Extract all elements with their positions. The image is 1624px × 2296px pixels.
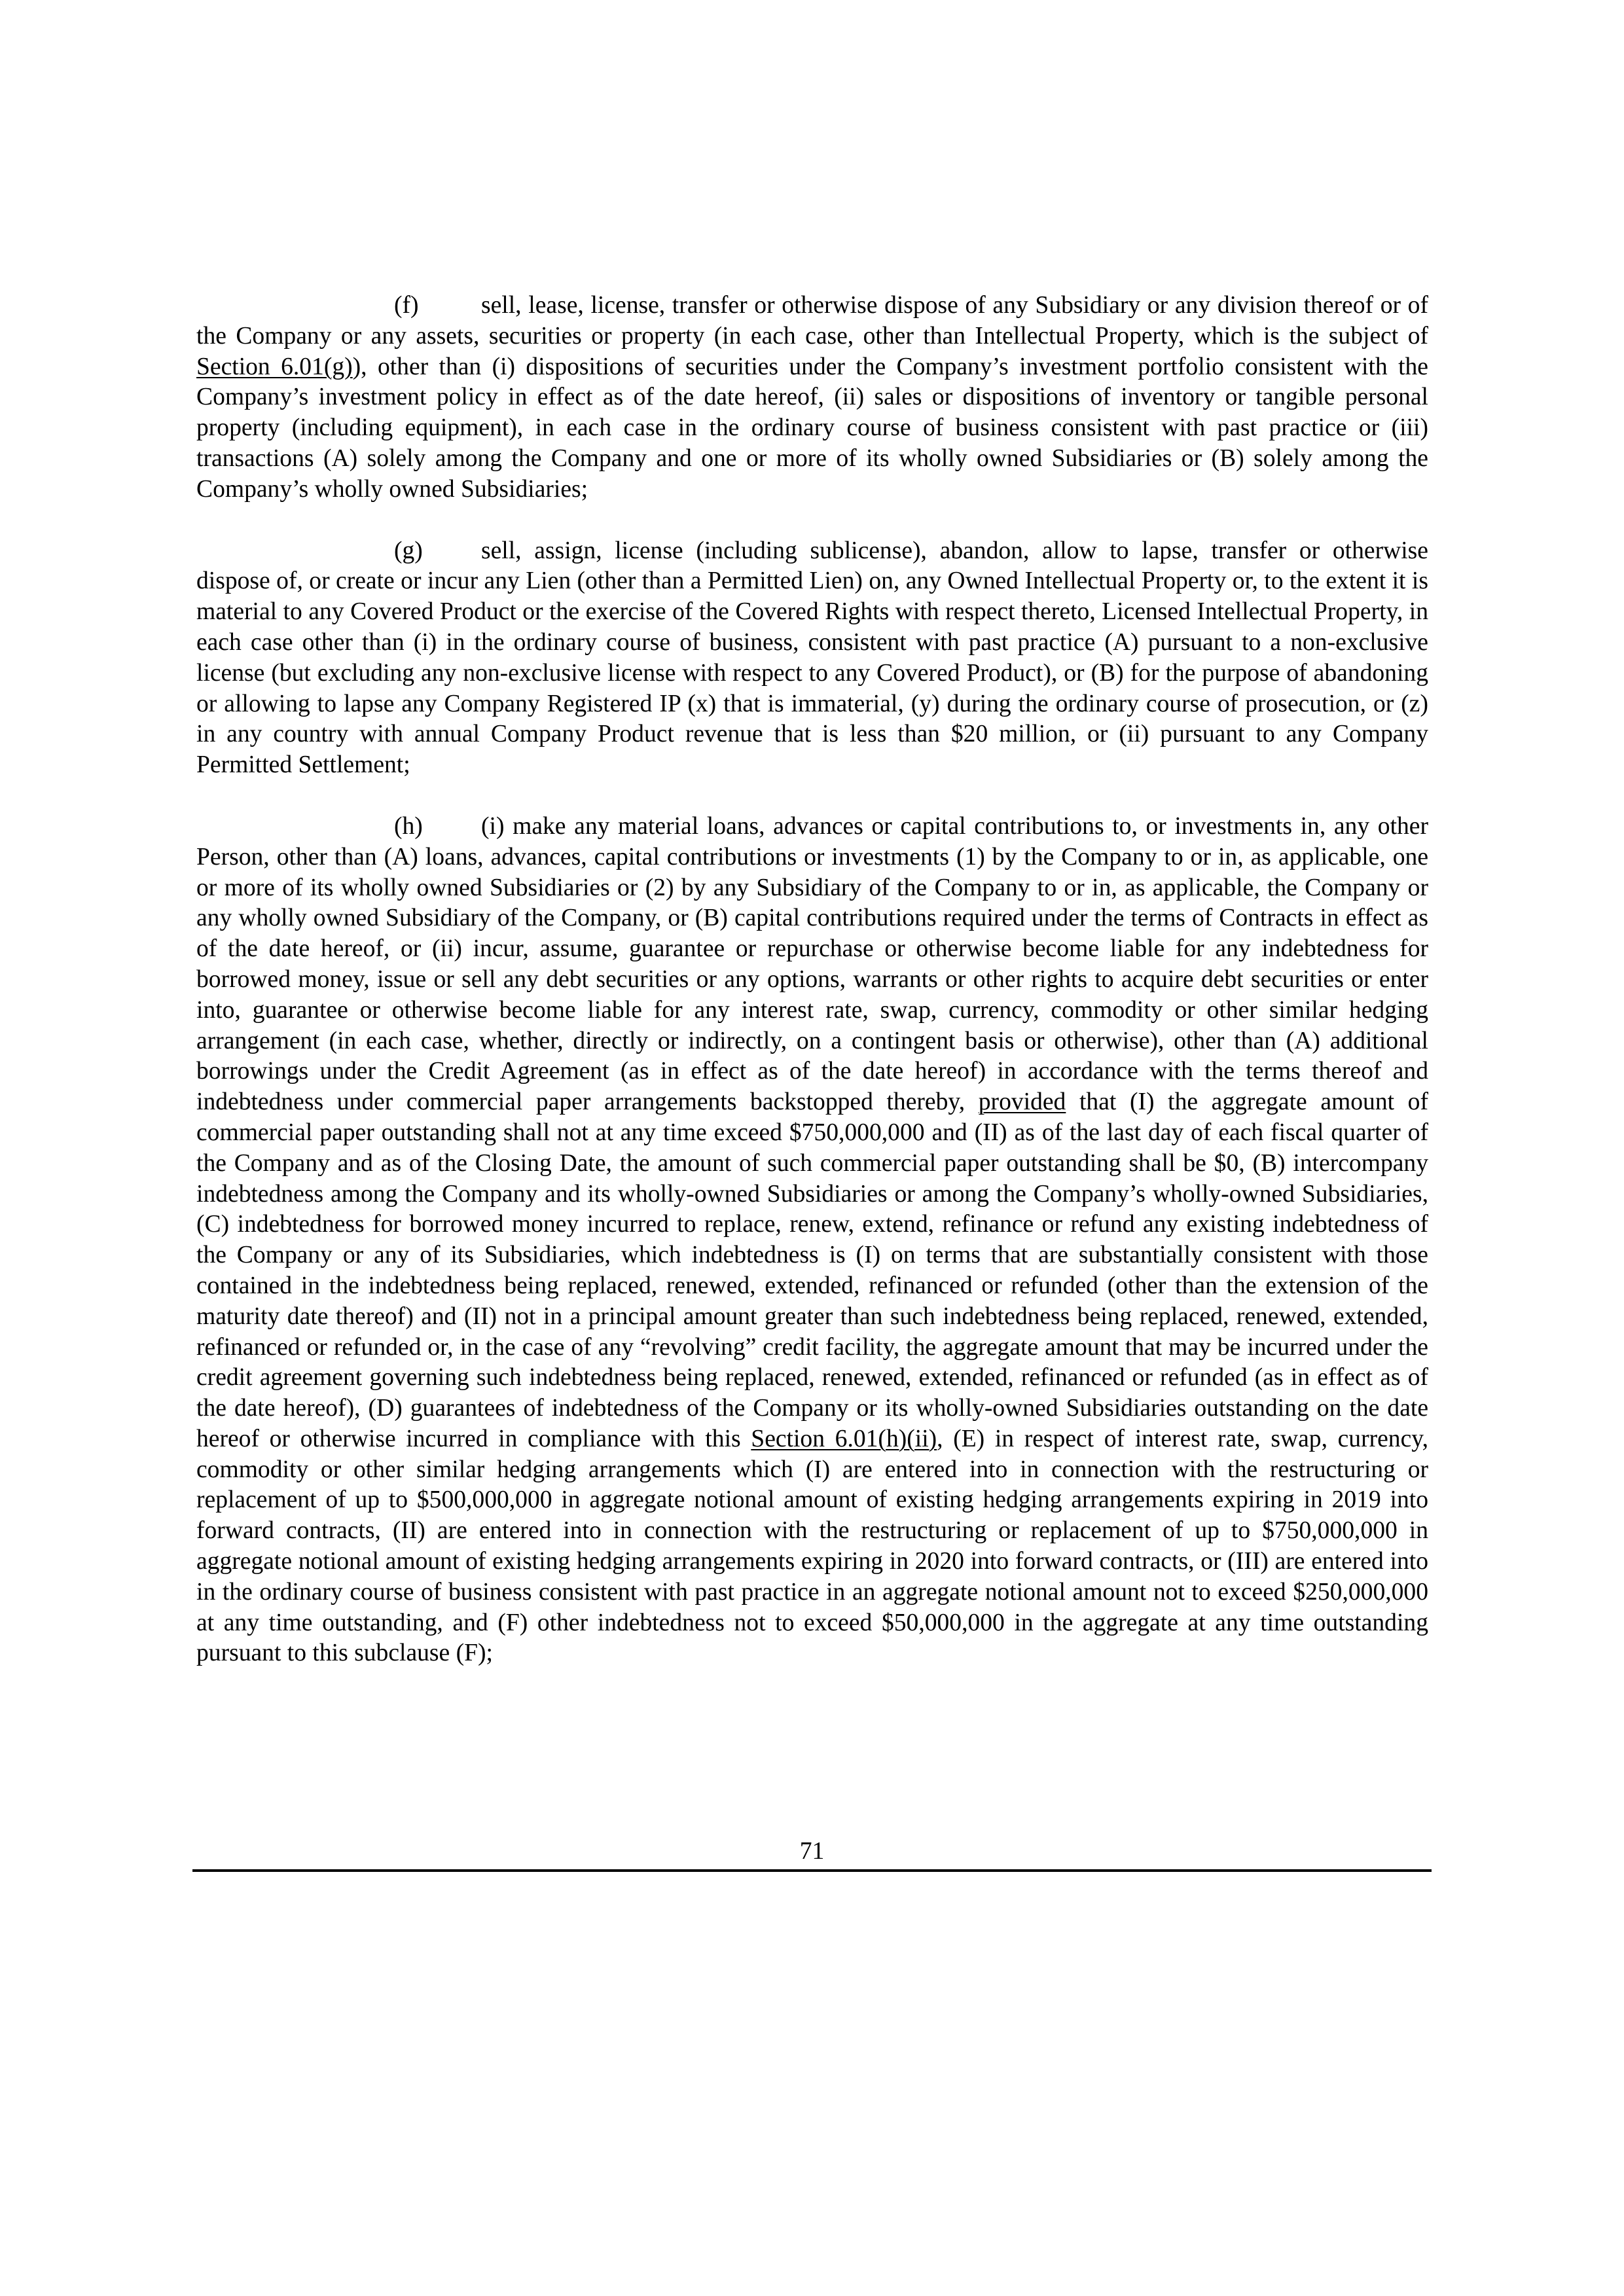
clause-text: ), other than (i) dispositions of securities under the Company’s investment portfolio consistent with the Company’s investment policy in effect as of the date hereof, (ii) sales or dispositions of inventory or tangible personal property (including equipment), in each case in the ordinary course of business consistent with past practice or (iii) transactions (A) solely among the Company and one or more of its wholly owned Subsidiaries or (B) solely among the Company’s wholly owned Subsidiaries;: [196, 353, 1428, 503]
clause-text: sell, lease, license, transfer or otherwise dispose of any Subsidiary or any division thereof or of the Company or any assets, securities or property (in each case, other than Intellectual Property, which is the subject of: [196, 292, 1428, 350]
section-reference: Section 6.01(h)(ii): [751, 1425, 937, 1452]
clause-label: (h): [394, 812, 423, 840]
clause-text: (i) make any material loans, advances or capital contributions to, or investments in, any other Person, other than (A) loans, advances, capital contributions or investments (1) by the Company to or in, as applicable, one or more of its wholly owned Subsidiaries or (2) by any Subsidiary of the Company to or in, as applicable, the Company or any wholly owned Subsidiary of the Company, or (B) capital contributions required under the terms of Contracts in effect as of the date hereof, or (ii) incur, assume, guarantee or repurchase or otherwise become liable for any indebtedness for borrowed money, issue or sell any debt securities or any options, warrants or other rights to acquire debt securities or enter into, guarantee or otherwise become liable for any interest rate, swap, currency, commodity or other similar hedging arrangement (in each case, whether, directly or indirectly, on a contingent basis or otherwise), other than (A) additional borrowings under the Credit Agreement (as in effect as of the date hereof) in accordance with the terms thereof and indebtedness under commercial paper arrangements backstopped thereby,: [196, 812, 1428, 1116]
clause-f: [196, 291, 1428, 505]
clause-text: sell, assign, license (including sublicense), abandon, allow to lapse, transfer or otherwise dispose of, or create or incur any Lien (other than a Permitted Lien) on, any Owned Intellectual Property or, to the extent it is material to any Covered Product or the exercise of the Covered Rights with respect thereto, Licensed Intellectual Property, in each case other than (i) in the ordinary course of business, consistent with past practice (A) pursuant to a non-exclusive license (but excluding any non-exclusive license with respect to any Covered Product), or (B) for the purpose of abandoning or allowing to lapse any Company Registered IP (x) that is immaterial, (y) during the ordinary course of prosecution, or (z) in any country with annual Company Product revenue that is less than $20 million, or (ii) pursuant to any Company Permitted Settlement;: [196, 537, 1428, 779]
clause-h: [196, 812, 1428, 1669]
page-number: 71: [799, 1838, 825, 1865]
section-reference: Section 6.01(g): [196, 353, 353, 380]
footer-divider: [192, 1869, 1432, 1872]
clause-label: (f): [394, 292, 419, 319]
emphasized-term: provided: [978, 1088, 1066, 1116]
clause-text: that (I) the aggregate amount of commercial paper outstanding shall not at any time exceed $750,000,000 and (II) as of the last day of each fiscal quarter of the Company and as of the Closing Date, the amount of such commercial paper outstanding shall be $0, (B) intercompany indebtedness among the Company and its wholly-owned Subsidiaries or among the Company’s wholly-owned Subsidiaries, (C) indebtedness for borrowed money incurred to replace, renew, extend, refinance or refund any existing indebtedness of the Company or any of its Subsidiaries, which indebtedness is (I) on terms that are substantially consistent with those contained in the indebtedness being replaced, renewed, extended, refinanced or refunded (other than the extension of the maturity date thereof) and (II) not in a principal amount greater than such indebtedness being replaced, renewed, extended, refinanced or refunded or, in the case of any “revolving” credit facility, the aggregate amount that may be incurred under the credit agreement governing such indebtedness being replaced, renewed, extended, refinanced or refunded (as in effect as of the date hereof), (D) guarantees of indebtedness of the Company or its wholly-owned Subsidiaries outstanding on the date hereof or otherwise incurred in compliance with this: [196, 1088, 1428, 1452]
clause-label: (g): [394, 537, 423, 564]
clause-text: , (E) in respect of interest rate, swap, currency, commodity or other similar hedging arrangements which (I) are entered into in connection with the restructuring or replacement of up to $500,000,000 in aggregate notional amount of existing hedging arrangements expiring in 2019 into forward contracts, (II) are entered into in connection with the restructuring or replacement of up to $750,000,000 in aggregate notional amount of existing hedging arrangements expiring in 2020 into forward contracts, or (III) are entered into in the ordinary course of business consistent with past practice in an aggregate notional amount not to exceed $250,000,000 at any time outstanding, and (F) other indebtedness not to exceed $50,000,000 in the aggregate at any time outstanding pursuant to this subclause (F);: [196, 1425, 1428, 1667]
document-body: [196, 291, 1428, 1700]
clause-g: [196, 536, 1428, 781]
